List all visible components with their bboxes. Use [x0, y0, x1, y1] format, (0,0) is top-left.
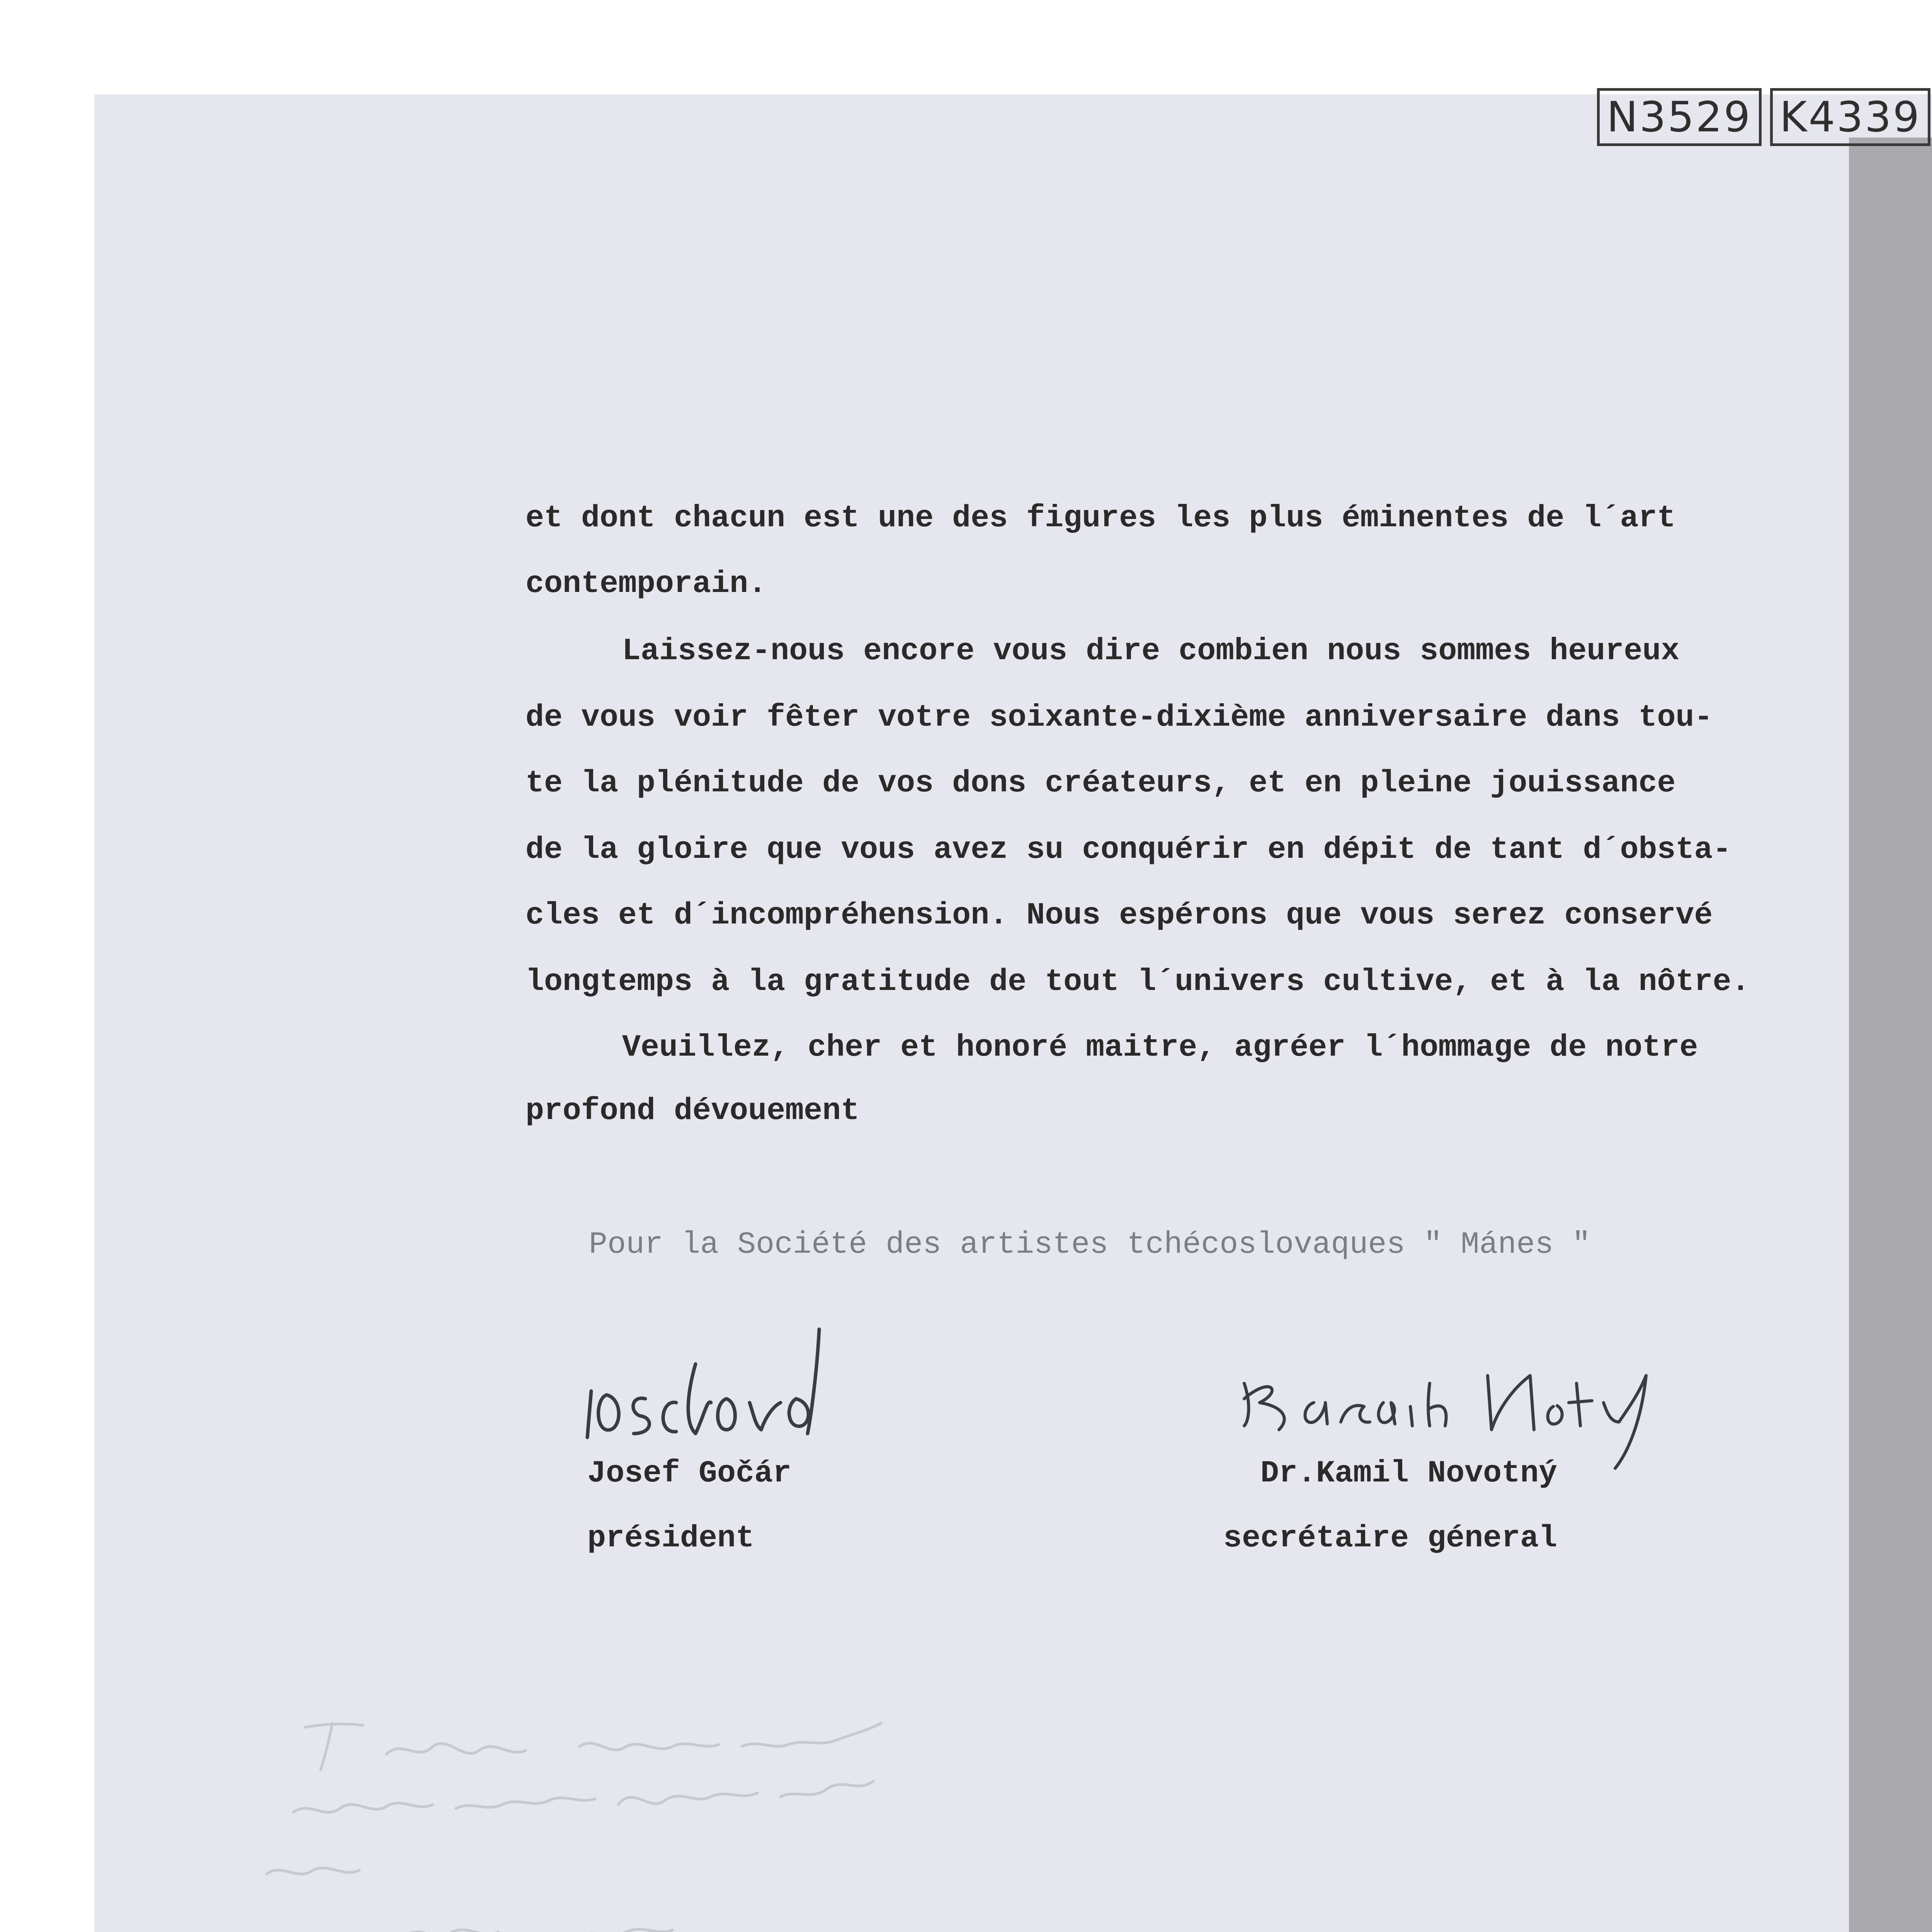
letter-line-4: de vous voir fêter votre soixante-dixième anniversaire dans tou-: [526, 700, 1713, 735]
pencil-annotation-middle: [263, 1708, 1190, 1932]
letter-line-9: Veuillez, cher et honoré maitre, agréer l´hommage de notre: [622, 1030, 1698, 1065]
document-sheet: [94, 94, 1932, 1932]
signatory-1-title: président: [587, 1521, 755, 1556]
archive-reference-labels: [1597, 88, 1930, 146]
letter-line-2: contemporain.: [526, 566, 767, 602]
signatory-2-title: secrétaire géneral: [1223, 1521, 1558, 1556]
letter-line-5: te la plénitude de vos dons créateurs, et en pleine jouissance: [526, 766, 1676, 801]
signatory-1-name: Josef Gočár: [587, 1456, 792, 1491]
letter-line-10: profond dévouement: [526, 1094, 860, 1129]
letter-line-8: longtemps à la gratitude de tout l´univers cultive, et à la nôtre.: [526, 964, 1750, 1000]
archive-label-n: N3529: [1597, 88, 1762, 146]
letter-line-7: cles et d´incompréhension. Nous espérons que vous serez conservé: [526, 898, 1713, 933]
closing-line: Pour la Société des artistes tchécoslovaques " Mánes ": [589, 1227, 1591, 1262]
signatory-2-name: Dr.Kamil Novotný: [1260, 1456, 1558, 1491]
letter-line-6: de la gloire que vous avez su conquérir en dépit de tant d´obsta-: [526, 832, 1731, 867]
archive-label-k: K4339: [1770, 88, 1931, 146]
letter-line-1: et dont chacun est une des figures les plus éminentes de l´art: [526, 501, 1676, 536]
signature-gocar: [580, 1321, 873, 1445]
sheet-shadow-edge: [1849, 138, 1932, 1932]
letter-line-3: Laissez-nous encore vous dire combien nous sommes heureux: [622, 634, 1680, 669]
